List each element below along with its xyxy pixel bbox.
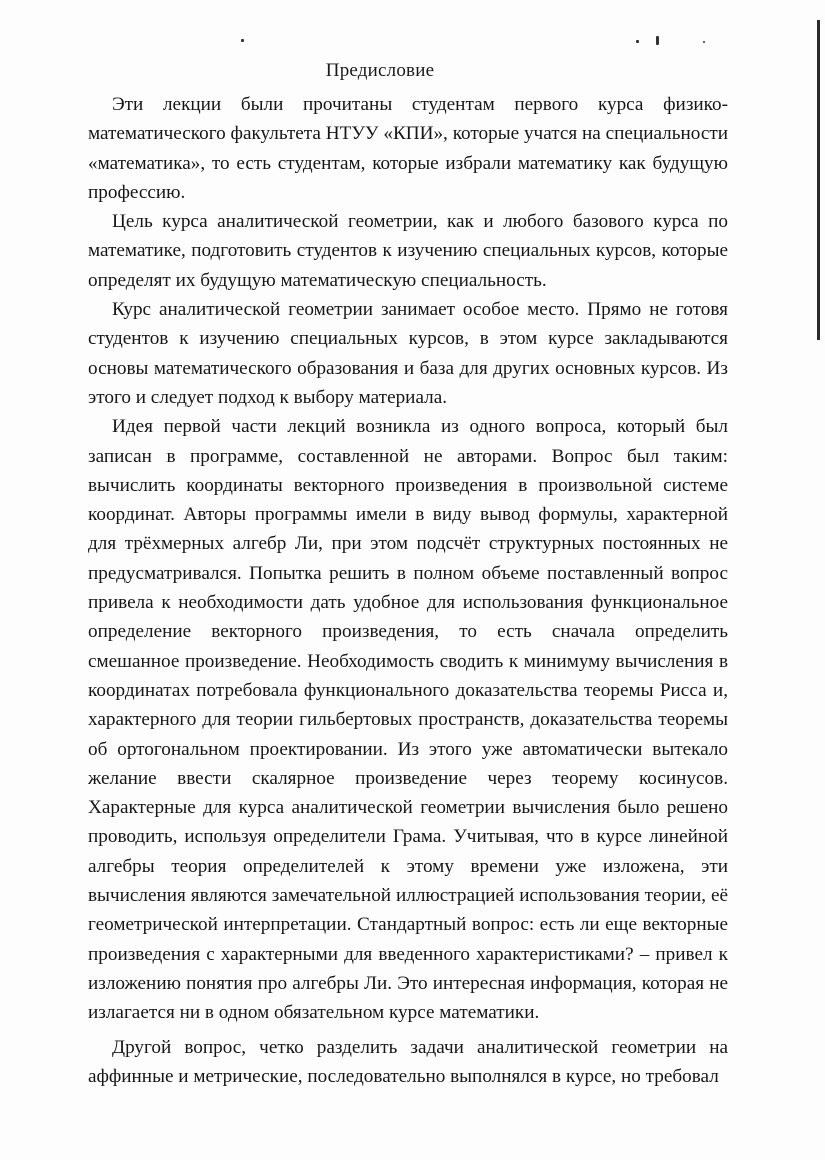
paragraph: Другой вопрос, четко разделить задачи аналитической геометрии на аффинные и метрические, последовательно выполнялся в курсе, но требовал bbox=[88, 1036, 728, 1087]
scan-speck bbox=[241, 39, 244, 42]
body-text bbox=[88, 90, 728, 1091]
paragraph: Эти лекции были прочитаны студентам первого курса физико-математического факультета НТУУ «КПИ», которые учатся на специальности «математика», то есть студентам, которые избрали математику как будущую профессию. bbox=[88, 94, 728, 203]
paragraph: Курс аналитической геометрии занимает особое место. Прямо не готовя студентов к изучению специальных курсов, в этом курсе закладываются основы математического образования и база для других основных курсов. Из этого и следует подход к выбору материала. bbox=[88, 299, 728, 408]
paragraph: Идея первой части лекций возникла из одного вопроса, который был записан в программе, составленной не авторами. Вопрос был таким: вычислить координаты векторного произведения в произвольной системе координат. Авторы программы имели в виду вывод формулы, характерной для трёхмерных алгебр Ли, при этом подсчёт структурных постоянных не предусматривался. Попытка решить в полном объеме поставленный вопрос привела к необходимости дать удобное для использования функциональное определение векторного произведения, то есть сначала определить смешанное произведение. Необходимость сводить к минимуму вычисления в координатах потребовала функционального доказательства теоремы Рисса и, характерного для теории гильбертовых пространств, доказательства теоремы об ортогональном проектировании. Из этого уже автоматически вытекало желание ввести скалярное произведение через теорему косинусов. Характерные для курса аналитической геометрии вычисления было решено проводить, используя определители Грама. Учитывая, что в курсе линейной алгебры теория определителей к этому времени уже изложена, эти вычисления являются замечательной иллюстрацией использования теории, её геометрической интерпретации. Стандартный вопрос: есть ли еще векторные произведения с характерными для введенного характеристиками? – привел к изложению понятия про алгебры Ли. Это интересная информация, которая не излагается ни в одном обязательном курсе математики. bbox=[88, 416, 728, 1024]
scan-speck bbox=[656, 36, 659, 45]
scan-edge-line bbox=[817, 20, 820, 340]
scan-speck bbox=[703, 41, 705, 43]
paragraph: Цель курса аналитической геометрии, как и любого базового курса по математике, подготовить студентов к изучению специальных курсов, которые определят их будущую математическую специальность. bbox=[88, 211, 728, 291]
scan-speck bbox=[636, 40, 639, 43]
page-title: Предисловие bbox=[325, 60, 435, 81]
